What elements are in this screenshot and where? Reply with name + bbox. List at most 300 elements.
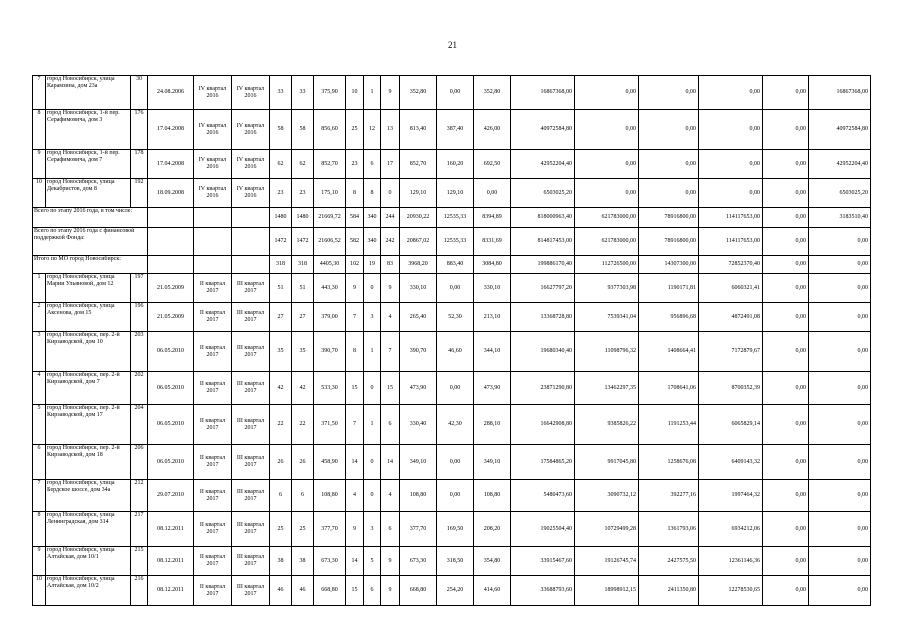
area-resettled-cell: 129,10	[400, 179, 437, 208]
regional-share-cell: 14307300,00	[639, 256, 699, 274]
planned-start-cell: II квартал 2017	[194, 332, 232, 372]
reg-number-cell: 202	[131, 372, 148, 405]
area-resettled-cell: 377,70	[400, 512, 437, 547]
residents-planned-cell: 33	[270, 76, 292, 110]
extra-share-cell: 0,00	[763, 576, 809, 606]
municipal-share-cell: 8700352,39	[699, 372, 763, 405]
regional-share-cell: 0,00	[639, 110, 699, 150]
area-total-cell: 852,70	[314, 150, 346, 179]
municipal-share-cell: 114117653,00	[699, 228, 763, 256]
area-private-cell: 254,20	[437, 576, 474, 606]
other-share-cell: 0,00	[809, 256, 871, 274]
cost-total-cell: 5480473,60	[511, 480, 575, 512]
planned-end-cell: III квартал 2017	[232, 405, 270, 445]
rooms-municipal-cell: 6	[381, 405, 400, 445]
residents-actual-cell: 1480	[292, 208, 314, 228]
rooms-private-cell: 6	[364, 576, 381, 606]
empty-cell	[232, 256, 270, 274]
area-private-cell: 0,00	[437, 372, 474, 405]
table-row	[33, 274, 871, 303]
fund-share-cell: 621783000,00	[575, 208, 639, 228]
rooms-total-cell: 8	[346, 332, 364, 372]
area-municipal-cell: 426,00	[474, 110, 511, 150]
fund-share-cell: 18998912,15	[575, 576, 639, 606]
total-row	[33, 208, 871, 228]
municipal-share-cell: 12278530,65	[699, 576, 763, 606]
municipal-share-cell: 7172879,67	[699, 332, 763, 372]
area-private-cell: 318,50	[437, 547, 474, 576]
extra-share-cell: 0,00	[763, 547, 809, 576]
regional-share-cell: 2427575,50	[639, 547, 699, 576]
area-total-cell: 375,90	[314, 76, 346, 110]
total-label: Всего по этапу 2016 года, в том числе:	[33, 208, 148, 228]
residents-actual-cell: 6	[292, 480, 314, 512]
residents-planned-cell: 318	[270, 256, 292, 274]
fund-share-cell: 0,00	[575, 76, 639, 110]
other-share-cell: 0,00	[809, 372, 871, 405]
extra-share-cell: 0,00	[763, 372, 809, 405]
rooms-private-cell: 6	[364, 150, 381, 179]
area-total-cell: 21606,52	[314, 228, 346, 256]
area-resettled-cell: 3968,20	[400, 256, 437, 274]
area-municipal-cell: 208,20	[474, 512, 511, 547]
area-resettled-cell: 349,10	[400, 445, 437, 480]
area-total-cell: 856,60	[314, 110, 346, 150]
other-share-cell: 0,00	[809, 405, 871, 445]
address-cell: город Новосибирск, улица Ленинградская, дом 314	[46, 512, 131, 547]
rooms-private-cell: 1	[364, 332, 381, 372]
rooms-municipal-cell: 9	[381, 576, 400, 606]
rooms-municipal-cell: 242	[381, 228, 400, 256]
reg-number-cell: 216	[131, 576, 148, 606]
row-number-cell: 4	[33, 372, 46, 405]
area-private-cell: 129,10	[437, 179, 474, 208]
address-cell: город Новосибирск, пер. 2-й Кирзаводской, дом 18	[46, 445, 131, 480]
residents-actual-cell: 42	[292, 372, 314, 405]
fund-share-cell: 11098796,32	[575, 332, 639, 372]
area-private-cell: 160,20	[437, 150, 474, 179]
extra-share-cell: 0,00	[763, 110, 809, 150]
extra-share-cell: 0,00	[763, 179, 809, 208]
residents-actual-cell: 22	[292, 405, 314, 445]
planned-start-cell: IV квартал 2016	[194, 76, 232, 110]
rooms-municipal-cell: 83	[381, 256, 400, 274]
area-private-cell: 12535,33	[437, 208, 474, 228]
area-resettled-cell: 352,80	[400, 76, 437, 110]
planned-start-cell: II квартал 2017	[194, 405, 232, 445]
fund-share-cell: 3090732,12	[575, 480, 639, 512]
residents-actual-cell: 62	[292, 150, 314, 179]
planned-end-cell: III квартал 2017	[232, 303, 270, 332]
address-cell: город Новосибирск, улица Бердское шоссе, дом 34а	[46, 480, 131, 512]
rooms-private-cell: 5	[364, 547, 381, 576]
planned-end-cell: IV квартал 2016	[232, 179, 270, 208]
municipal-share-cell: 4872491,08	[699, 303, 763, 332]
empty-cell	[194, 228, 232, 256]
planned-end-cell: III квартал 2017	[232, 274, 270, 303]
area-total-cell: 533,30	[314, 372, 346, 405]
area-municipal-cell: 8331,69	[474, 228, 511, 256]
rooms-total-cell: 582	[346, 228, 364, 256]
cost-total-cell: 13368728,80	[511, 303, 575, 332]
other-share-cell: 42952204,40	[809, 150, 871, 179]
reg-number-cell: 178	[131, 150, 148, 179]
empty-cell	[194, 208, 232, 228]
area-total-cell: 443,30	[314, 274, 346, 303]
planned-start-cell: II квартал 2017	[194, 480, 232, 512]
other-share-cell: 16867368,00	[809, 76, 871, 110]
municipal-share-cell: 0,00	[699, 150, 763, 179]
other-share-cell: 0,00	[809, 274, 871, 303]
municipal-share-cell: 6409143,32	[699, 445, 763, 480]
extra-share-cell: 0,00	[763, 512, 809, 547]
empty-cell	[148, 208, 194, 228]
cost-total-cell: 16627797,20	[511, 274, 575, 303]
reg-number-cell: 176	[131, 110, 148, 150]
reg-number-cell: 203	[131, 332, 148, 372]
rooms-total-cell: 102	[346, 256, 364, 274]
reg-date-cell: 21.05.2009	[148, 303, 194, 332]
area-resettled-cell: 108,80	[400, 480, 437, 512]
row-number-cell: 1	[33, 274, 46, 303]
fund-share-cell: 9385826,22	[575, 405, 639, 445]
reg-number-cell: 30	[131, 76, 148, 110]
area-total-cell: 21669,72	[314, 208, 346, 228]
area-resettled-cell: 668,80	[400, 576, 437, 606]
residents-planned-cell: 46	[270, 576, 292, 606]
fund-share-cell: 10729499,28	[575, 512, 639, 547]
regional-share-cell: 1258676,08	[639, 445, 699, 480]
extra-share-cell: 0,00	[763, 150, 809, 179]
rooms-total-cell: 25	[346, 110, 364, 150]
residents-actual-cell: 33	[292, 76, 314, 110]
extra-share-cell: 0,00	[763, 303, 809, 332]
cost-total-cell: 19680340,40	[511, 332, 575, 372]
rooms-private-cell: 340	[364, 228, 381, 256]
cost-total-cell: 40972584,80	[511, 110, 575, 150]
regional-share-cell: 1708641,06	[639, 372, 699, 405]
area-municipal-cell: 414,60	[474, 576, 511, 606]
other-share-cell: 0,00	[809, 512, 871, 547]
planned-start-cell: II квартал 2017	[194, 303, 232, 332]
rooms-municipal-cell: 17	[381, 150, 400, 179]
empty-cell	[148, 228, 194, 256]
reg-number-cell: 192	[131, 179, 148, 208]
residents-actual-cell: 51	[292, 274, 314, 303]
area-resettled-cell: 20867,02	[400, 228, 437, 256]
rooms-total-cell: 10	[346, 76, 364, 110]
area-total-cell: 371,50	[314, 405, 346, 445]
fund-share-cell: 7539341,04	[575, 303, 639, 332]
cost-total-cell: 23871290,80	[511, 372, 575, 405]
address-cell: город Новосибирск, улица Марии Ульяновой, дом 12	[46, 274, 131, 303]
regional-share-cell: 956896,68	[639, 303, 699, 332]
rooms-municipal-cell: 9	[381, 547, 400, 576]
reg-date-cell: 06.05.2010	[148, 445, 194, 480]
regional-share-cell: 78916800,00	[639, 208, 699, 228]
reg-number-cell: 204	[131, 405, 148, 445]
address-cell: город Новосибирск, пер. 2-й Кирзаводской, дом 17	[46, 405, 131, 445]
regional-share-cell: 78916800,00	[639, 228, 699, 256]
cost-total-cell: 199886170,40	[511, 256, 575, 274]
reg-date-cell: 21.05.2009	[148, 274, 194, 303]
reg-number-cell: 215	[131, 547, 148, 576]
table-row	[33, 547, 871, 576]
area-municipal-cell: 473,90	[474, 372, 511, 405]
residents-actual-cell: 27	[292, 303, 314, 332]
residents-planned-cell: 22	[270, 405, 292, 445]
cost-total-cell: 42952204,40	[511, 150, 575, 179]
extra-share-cell: 0,00	[763, 405, 809, 445]
planned-start-cell: IV квартал 2016	[194, 179, 232, 208]
residents-actual-cell: 38	[292, 547, 314, 576]
extra-share-cell: 0,00	[763, 445, 809, 480]
planned-end-cell: III квартал 2017	[232, 480, 270, 512]
planned-start-cell: II квартал 2017	[194, 445, 232, 480]
rooms-municipal-cell: 14	[381, 445, 400, 480]
extra-share-cell: 0,00	[763, 208, 809, 228]
area-resettled-cell: 330,10	[400, 274, 437, 303]
table-row	[33, 332, 871, 372]
residents-planned-cell: 42	[270, 372, 292, 405]
total-row	[33, 256, 871, 274]
table-row	[33, 512, 871, 547]
row-number-cell: 7	[33, 76, 46, 110]
area-resettled-cell: 390,70	[400, 332, 437, 372]
area-municipal-cell: 288,10	[474, 405, 511, 445]
address-cell: город Новосибирск, улица Декабристов, дом 8	[46, 179, 131, 208]
page-number: 21	[448, 40, 457, 50]
area-resettled-cell: 265,40	[400, 303, 437, 332]
empty-cell	[194, 256, 232, 274]
rooms-total-cell: 7	[346, 303, 364, 332]
cost-total-cell: 33915467,60	[511, 547, 575, 576]
cost-total-cell: 17584865,20	[511, 445, 575, 480]
residents-actual-cell: 1472	[292, 228, 314, 256]
extra-share-cell: 0,00	[763, 228, 809, 256]
total-label: Всего по этапу 2016 года с финансовой поддержкой Фонда:	[33, 228, 148, 256]
area-private-cell: 169,50	[437, 512, 474, 547]
planned-end-cell: IV квартал 2016	[232, 110, 270, 150]
regional-share-cell: 0,00	[639, 179, 699, 208]
rooms-total-cell: 8	[346, 179, 364, 208]
table-row	[33, 480, 871, 512]
area-private-cell: 0,00	[437, 480, 474, 512]
residents-planned-cell: 51	[270, 274, 292, 303]
municipal-share-cell: 1997464,32	[699, 480, 763, 512]
area-total-cell: 390,70	[314, 332, 346, 372]
area-total-cell: 4405,30	[314, 256, 346, 274]
residents-actual-cell: 35	[292, 332, 314, 372]
residents-planned-cell: 62	[270, 150, 292, 179]
residents-planned-cell: 6	[270, 480, 292, 512]
municipal-share-cell: 6060321,41	[699, 274, 763, 303]
cost-total-cell: 16642908,80	[511, 405, 575, 445]
reg-date-cell: 18.09.2008	[148, 179, 194, 208]
regional-share-cell: 1361793,06	[639, 512, 699, 547]
fund-share-cell: 0,00	[575, 179, 639, 208]
residents-planned-cell: 35	[270, 332, 292, 372]
planned-start-cell: II квартал 2017	[194, 372, 232, 405]
reg-date-cell: 17.04.2008	[148, 110, 194, 150]
other-share-cell: 0,00	[809, 303, 871, 332]
row-number-cell: 3	[33, 332, 46, 372]
municipal-share-cell: 12361146,36	[699, 547, 763, 576]
residents-planned-cell: 25	[270, 512, 292, 547]
address-cell: город Новосибирск, улица Аксенова, дом 15	[46, 303, 131, 332]
total-row	[33, 228, 871, 256]
fund-share-cell: 0,00	[575, 110, 639, 150]
address-cell: город Новосибирск, улица Карамзина, дом 23а	[46, 76, 131, 110]
rooms-municipal-cell: 9	[381, 274, 400, 303]
rooms-private-cell: 8	[364, 179, 381, 208]
rooms-private-cell: 340	[364, 208, 381, 228]
regional-share-cell: 0,00	[639, 150, 699, 179]
regional-share-cell: 2411350,80	[639, 576, 699, 606]
area-municipal-cell: 8394,89	[474, 208, 511, 228]
planned-start-cell: II квартал 2017	[194, 274, 232, 303]
fund-share-cell: 19126745,74	[575, 547, 639, 576]
reg-date-cell: 08.12.2011	[148, 576, 194, 606]
residents-planned-cell: 23	[270, 179, 292, 208]
planned-start-cell: IV квартал 2016	[194, 150, 232, 179]
table-row	[33, 372, 871, 405]
reg-number-cell: 197	[131, 274, 148, 303]
table-row	[33, 150, 871, 179]
rooms-municipal-cell: 4	[381, 480, 400, 512]
rooms-municipal-cell: 15	[381, 372, 400, 405]
fund-share-cell: 621783000,00	[575, 228, 639, 256]
municipal-share-cell: 6934212,06	[699, 512, 763, 547]
planned-start-cell: IV квартал 2016	[194, 110, 232, 150]
reg-date-cell: 24.08.2006	[148, 76, 194, 110]
row-number-cell: 8	[33, 110, 46, 150]
reg-date-cell: 06.05.2010	[148, 405, 194, 445]
area-resettled-cell: 20930,22	[400, 208, 437, 228]
planned-start-cell: II квартал 2017	[194, 512, 232, 547]
extra-share-cell: 0,00	[763, 256, 809, 274]
fund-share-cell: 112726500,00	[575, 256, 639, 274]
other-share-cell: 0,00	[809, 480, 871, 512]
rooms-private-cell: 0	[364, 274, 381, 303]
rooms-municipal-cell: 4	[381, 303, 400, 332]
area-municipal-cell: 3084,80	[474, 256, 511, 274]
reg-number-cell: 217	[131, 512, 148, 547]
row-number-cell: 9	[33, 150, 46, 179]
empty-cell	[232, 208, 270, 228]
planned-end-cell: III квартал 2017	[232, 576, 270, 606]
cost-total-cell: 19025504,40	[511, 512, 575, 547]
area-municipal-cell: 354,80	[474, 547, 511, 576]
planned-end-cell: III квартал 2017	[232, 547, 270, 576]
residents-planned-cell: 27	[270, 303, 292, 332]
area-total-cell: 377,70	[314, 512, 346, 547]
extra-share-cell: 0,00	[763, 76, 809, 110]
residents-planned-cell: 26	[270, 445, 292, 480]
planned-end-cell: IV квартал 2016	[232, 150, 270, 179]
cost-total-cell: 6503025,20	[511, 179, 575, 208]
municipal-share-cell: 0,00	[699, 76, 763, 110]
rooms-private-cell: 1	[364, 405, 381, 445]
address-cell: город Новосибирск, 1-й пер. Серафимовича, дом 3	[46, 110, 131, 150]
municipal-share-cell: 72852370,40	[699, 256, 763, 274]
empty-cell	[232, 228, 270, 256]
other-share-cell: 3183510,40	[809, 208, 871, 228]
other-share-cell: 6503025,20	[809, 179, 871, 208]
fund-share-cell: 13462297,35	[575, 372, 639, 405]
area-municipal-cell: 213,10	[474, 303, 511, 332]
reg-date-cell: 06.05.2010	[148, 332, 194, 372]
rooms-total-cell: 15	[346, 576, 364, 606]
other-share-cell: 0,00	[809, 576, 871, 606]
area-resettled-cell: 330,40	[400, 405, 437, 445]
area-total-cell: 379,00	[314, 303, 346, 332]
area-municipal-cell: 344,10	[474, 332, 511, 372]
area-resettled-cell: 473,90	[400, 372, 437, 405]
regional-share-cell: 1191253,44	[639, 405, 699, 445]
rooms-municipal-cell: 7	[381, 332, 400, 372]
rooms-private-cell: 0	[364, 372, 381, 405]
residents-actual-cell: 26	[292, 445, 314, 480]
row-number-cell: 6	[33, 445, 46, 480]
area-municipal-cell: 330,10	[474, 274, 511, 303]
reg-number-cell: 196	[131, 303, 148, 332]
rooms-total-cell: 14	[346, 547, 364, 576]
row-number-cell: 5	[33, 405, 46, 445]
table-row	[33, 576, 871, 606]
municipal-share-cell: 0,00	[699, 179, 763, 208]
housing-program-table	[32, 75, 871, 606]
rooms-total-cell: 23	[346, 150, 364, 179]
area-private-cell: 42,30	[437, 405, 474, 445]
extra-share-cell: 0,00	[763, 480, 809, 512]
area-private-cell: 12535,33	[437, 228, 474, 256]
regional-share-cell: 1408664,41	[639, 332, 699, 372]
rooms-municipal-cell: 13	[381, 110, 400, 150]
address-cell: город Новосибирск, пер. 2-й Кирзаводской, дом 10	[46, 332, 131, 372]
reg-date-cell: 06.05.2010	[148, 372, 194, 405]
area-resettled-cell: 852,70	[400, 150, 437, 179]
rooms-total-cell: 7	[346, 405, 364, 445]
area-total-cell: 673,30	[314, 547, 346, 576]
residents-actual-cell: 25	[292, 512, 314, 547]
reg-number-cell: 212	[131, 480, 148, 512]
address-cell: город Новосибирск, 1-й пер. Серафимовича, дом 7	[46, 150, 131, 179]
cost-total-cell: 818000963,40	[511, 208, 575, 228]
other-share-cell: 40972584,80	[809, 110, 871, 150]
total-label: Итого по МО город Новосибирск:	[33, 256, 148, 274]
table-row	[33, 110, 871, 150]
rooms-private-cell: 3	[364, 303, 381, 332]
planned-end-cell: III квартал 2017	[232, 445, 270, 480]
rooms-municipal-cell: 9	[381, 76, 400, 110]
area-private-cell: 52,30	[437, 303, 474, 332]
area-total-cell: 108,80	[314, 480, 346, 512]
reg-date-cell: 17.04.2008	[148, 150, 194, 179]
planned-end-cell: III квартал 2017	[232, 512, 270, 547]
residents-planned-cell: 38	[270, 547, 292, 576]
row-number-cell: 7	[33, 480, 46, 512]
area-private-cell: 387,40	[437, 110, 474, 150]
regional-share-cell: 0,00	[639, 76, 699, 110]
residents-actual-cell: 46	[292, 576, 314, 606]
area-private-cell: 0,00	[437, 76, 474, 110]
cost-total-cell: 814817453,00	[511, 228, 575, 256]
other-share-cell: 0,00	[809, 332, 871, 372]
area-private-cell: 883,40	[437, 256, 474, 274]
rooms-total-cell: 4	[346, 480, 364, 512]
rooms-private-cell: 19	[364, 256, 381, 274]
